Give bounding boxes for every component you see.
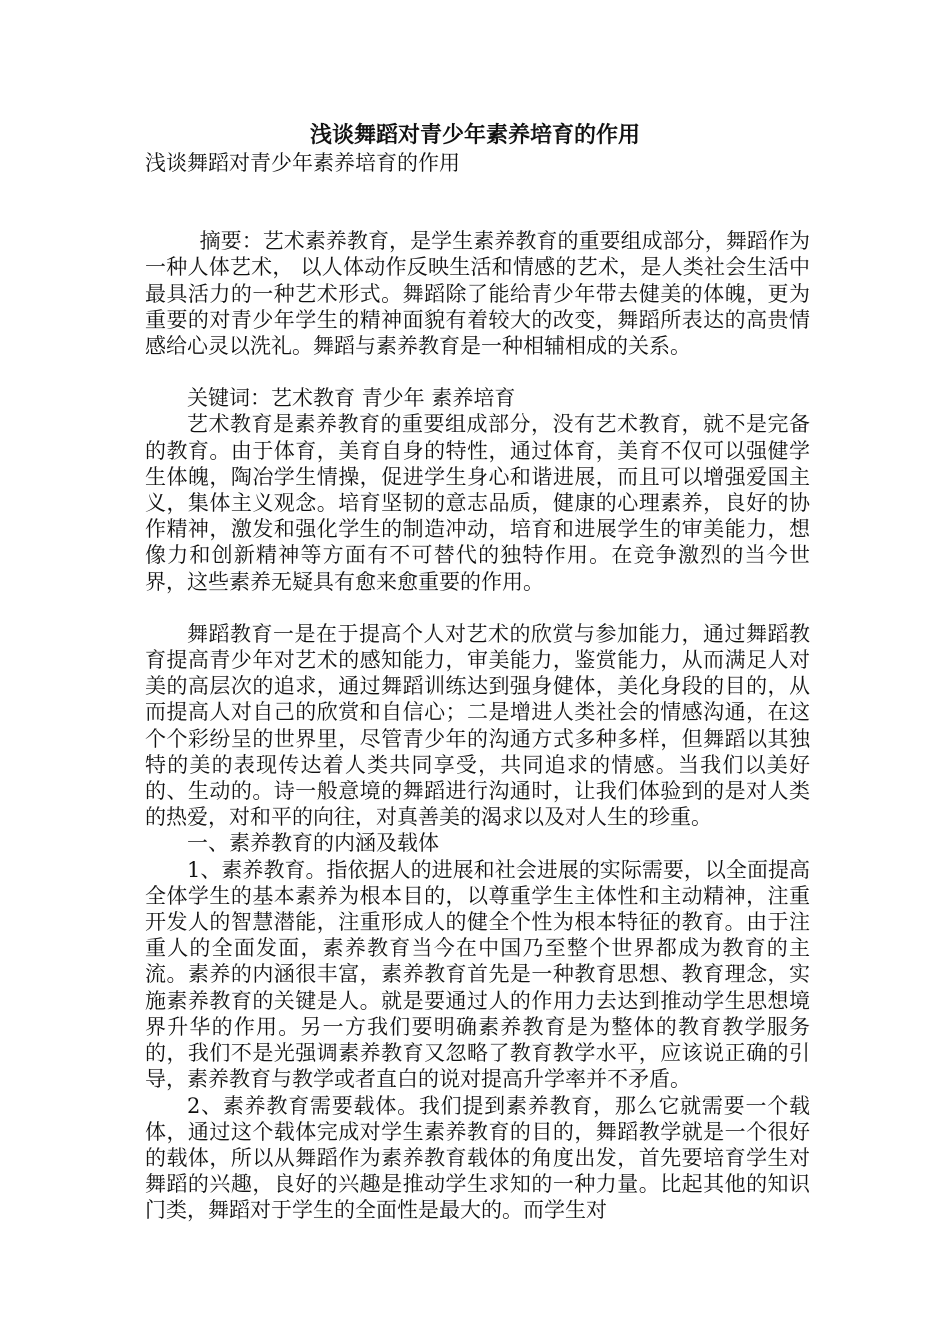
blank-line	[145, 176, 810, 228]
keywords-line: 关键词：艺术教育 青少年 素养培育	[187, 386, 516, 411]
list-item: 1、素养教育。指依据人的进展和社会进展的实际需要，以全面提高全体学生的基本素养为根本目的，以尊重学生主体性和主动精神，注重开发人的智慧潜能，注重形成人的健全个性为根本特征的教育。由于注重人的全面发面，素养教育当今在中国乃至整个世界都成为教育的主流。素养的内涵很丰富，素养教育首先是一种教育思想、教育理念，实施素养教育的关键是人。就是要通过人的作用力去达到推动学生思想境界升华的作用。另一方我们要明确素养教育是为整体的教育教学服务的，我们不是光强调素养教育又忽略了教育教学水平，应该说正确的引导，素养教育与教学或者直白的说对提高升学率并不矛盾。	[145, 857, 810, 1092]
body-paragraph: 舞蹈教育一是在于提高个人对艺术的欣赏与参加能力，通过舞蹈教育提高青少年对艺术的感知能力，审美能力，鉴赏能力，从而满足人对美的高层次的追求，通过舞蹈训练达到强身健体，美化身段的目的，从而提高人对自己的欣赏和自信心；二是增进人类社会的情感沟通，在这个个彩纷呈的世界里，尽管青少年的沟通方式多种多样，但舞蹈以其独特的美的表现传达着人类共同享受，共同追求的情感。当我们以美好的、生动的。诗一般意境的舞蹈进行沟通时，让我们体验到的是对人类的热爱，对和平的向往，对真善美的渴求以及对人生的珍重。	[145, 621, 810, 830]
section-heading: 一、素养教育的内涵及载体	[187, 831, 439, 856]
document-title: 浅谈舞蹈对青少年素养培育的作用	[309, 123, 640, 148]
abstract-paragraph: 摘要：艺术素养教育，是学生素养教育的重要组成部分，舞蹈作为一种人体艺术， 以人体动作反映生活和情感的艺术，是人类社会生活中最具活力的一种艺术形式。舞蹈除了能给青少年带去健美的体魄，更为重要的对青少年学生的精神面貌有着较大的改变，舞蹈所表达的高贵情感给心灵以洗礼。舞蹈与素养教育是一种相辅相成的关系。	[145, 229, 810, 359]
document-subtitle: 浅谈舞蹈对青少年素养培育的作用	[145, 151, 460, 175]
blank-line	[145, 595, 810, 621]
body-paragraph: 艺术教育是素养教育的重要组成部分，没有艺术教育，就不是完备的教育。由于体育，美育自身的特性，通过体育，美育不仅可以强健学生体魄，陶冶学生情操，促进学生身心和谐进展，而且可以增强爱国主义，集体主义观念。培育坚韧的意志品质，健康的心理素养，良好的协作精神，激发和强化学生的制造冲动，培育和进展学生的审美能力，想像力和创新精神等方面有不可替代的独特作用。在竞争激烈的当今世界，这些素养无疑具有愈来愈重要的作用。	[145, 412, 810, 594]
blank-line	[145, 359, 810, 385]
document-body	[145, 150, 810, 1224]
list-item: 2、素养教育需要载体。我们提到素养教育，那么它就需要一个载体，通过这个载体完成对学生素养教育的目的，舞蹈教学就是一个很好的载体，所以从舞蹈作为素养教育载体的角度出发，首先要培育学生对舞蹈的兴趣，良好的兴趣是推动学生求知的一种力量。比起其他的知识门类，舞蹈对于学生的全面性是最大的。而学生对	[145, 1093, 810, 1223]
